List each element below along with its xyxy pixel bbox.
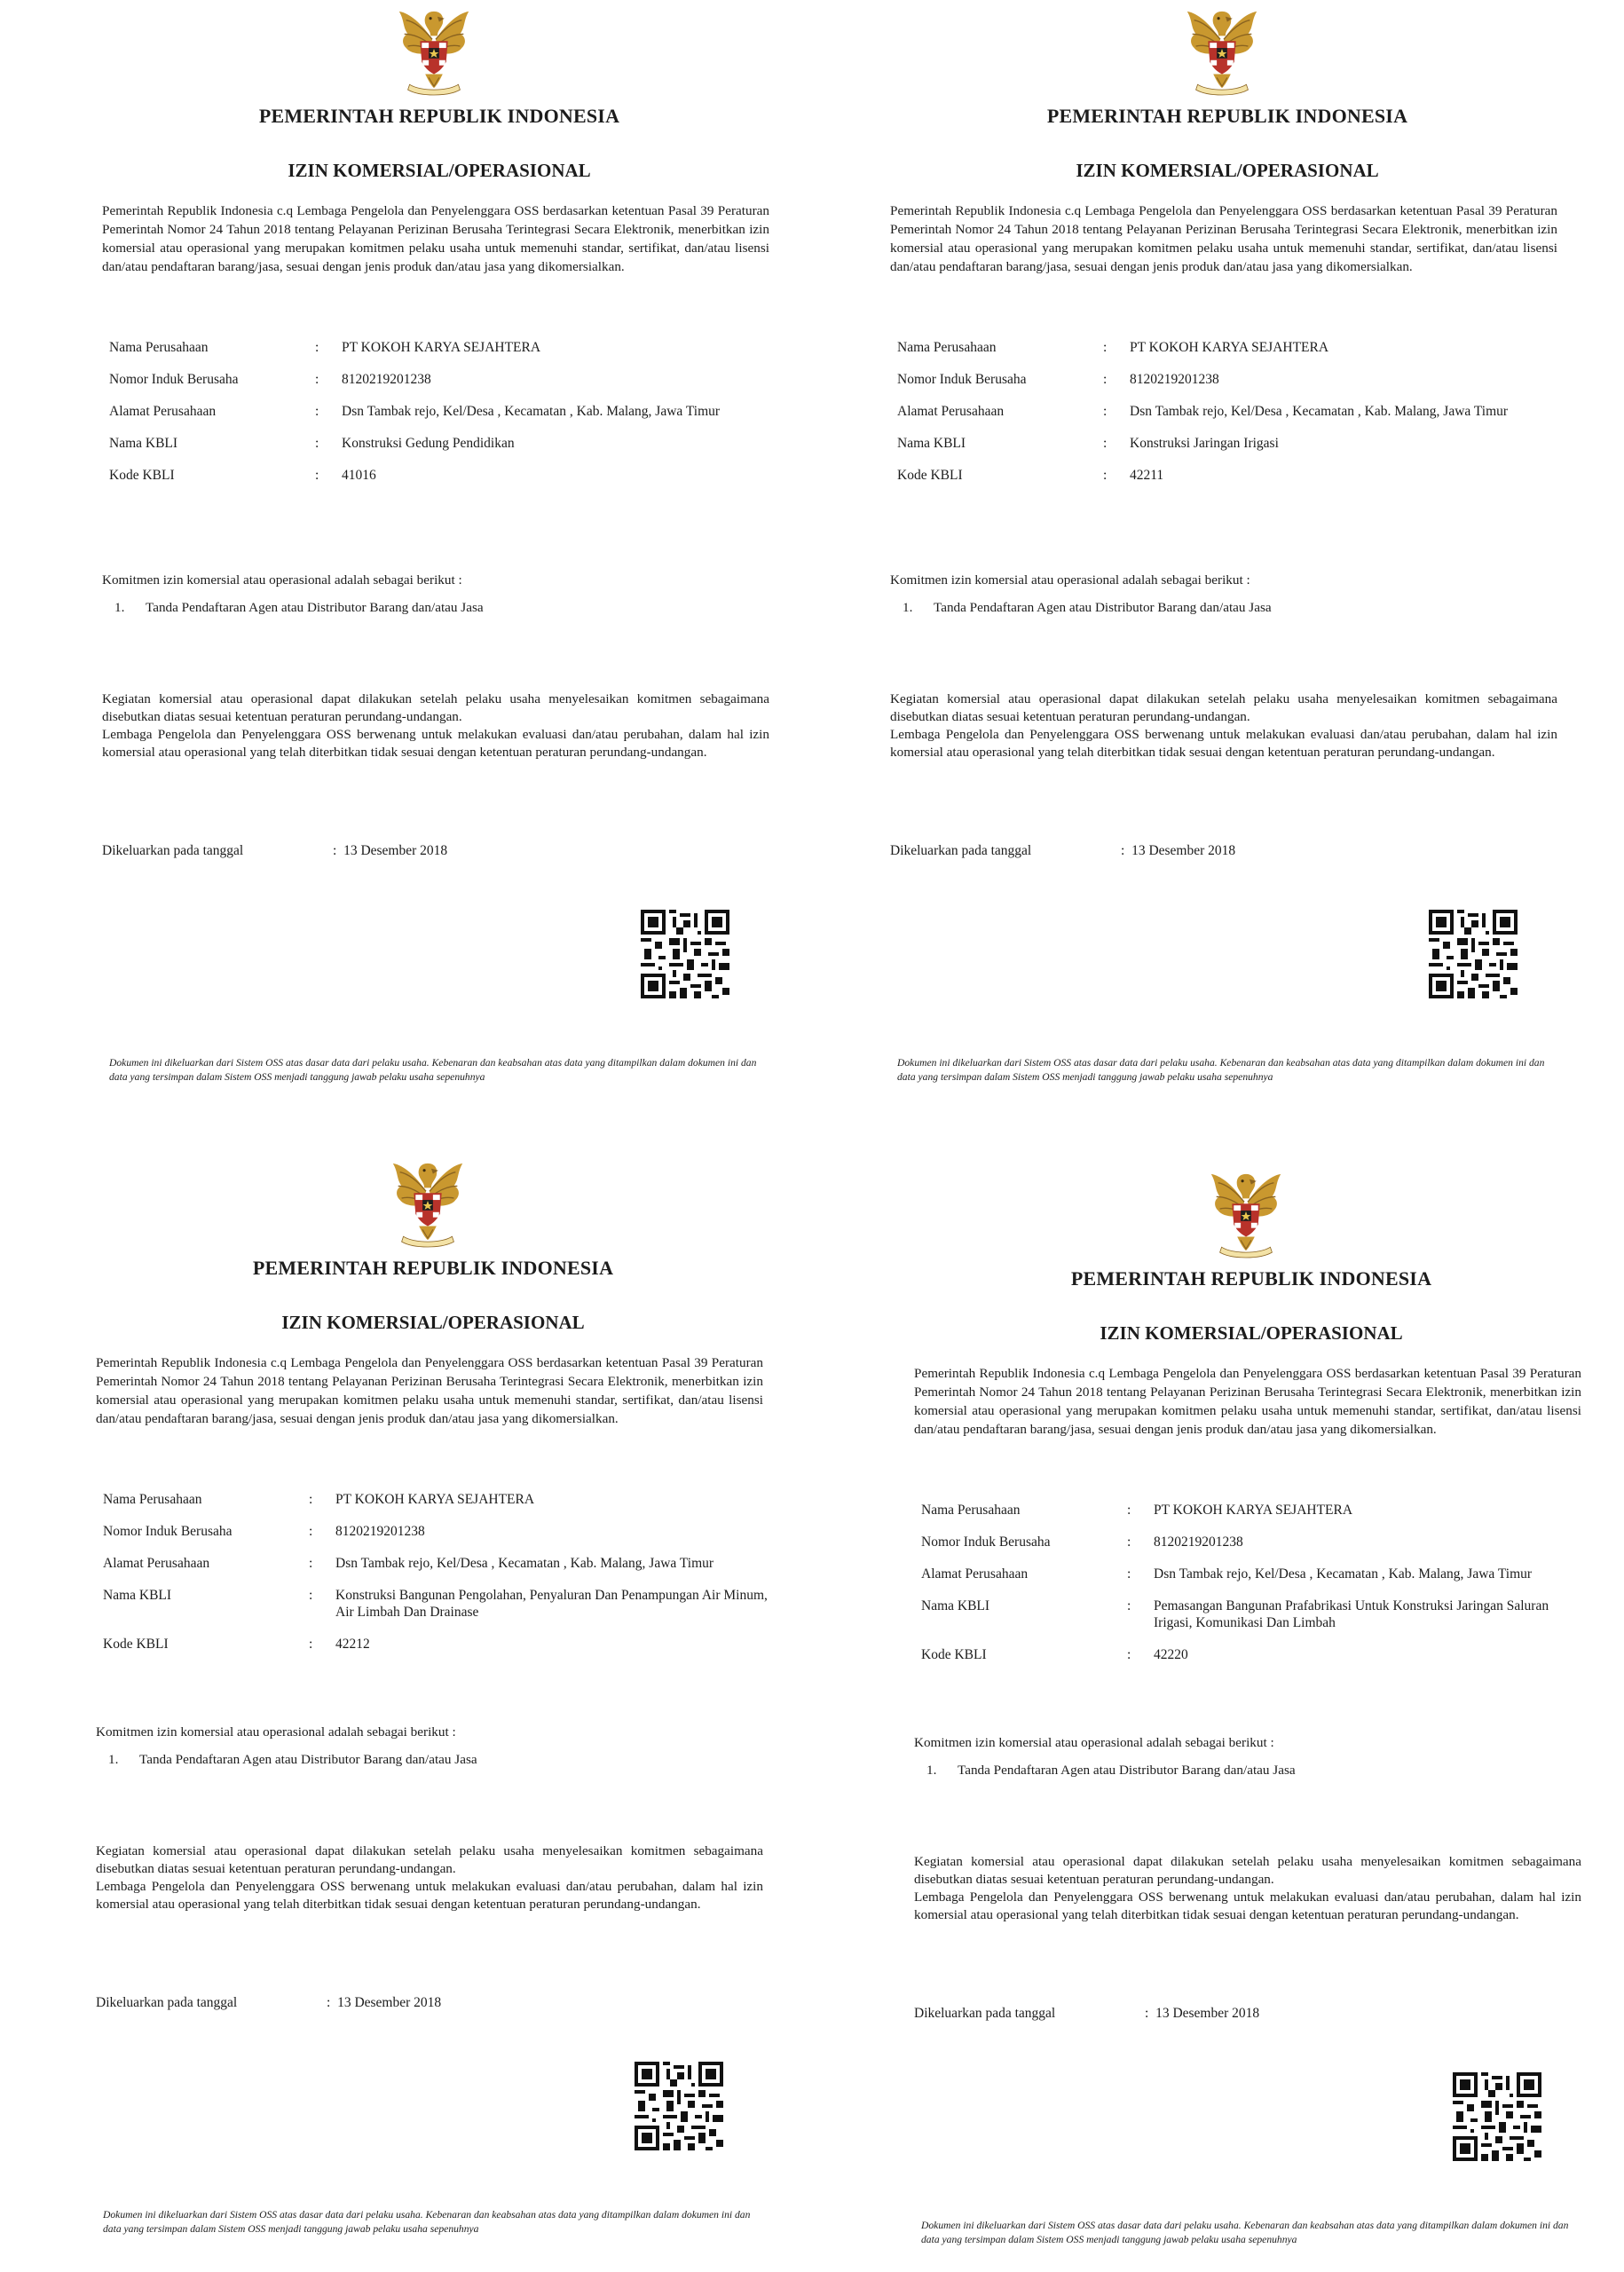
field-row-company-name: [921, 1502, 1589, 1519]
field-row-company-address: [103, 1555, 770, 1572]
field-value: PT KOKOH KARYA SEJAHTERA: [335, 1492, 535, 1507]
issued-colon: :: [1145, 2006, 1149, 2021]
field-colon: :: [1127, 1566, 1131, 1582]
permit-document-1: [0, 0, 812, 1136]
field-row-company-name: [109, 339, 777, 356]
field-value: Konstruksi Bangunan Pengolahan, Penyaluran Dan Penampungan Air Minum, Air Limbah Dan Drainase: [335, 1588, 768, 1620]
field-label: Alamat Perusahaan: [921, 1566, 1029, 1582]
commitment-item: [108, 1752, 477, 1768]
field-label: Nomor Induk Berusaha: [103, 1524, 233, 1539]
government-title: PEMERINTAH REPUBLIK INDONESIA: [252, 1257, 614, 1279]
field-label: Nama KBLI: [109, 436, 178, 451]
qr-code-icon: [641, 910, 729, 998]
issued-colon: :: [1121, 843, 1125, 858]
terms-paragraphs: [102, 690, 769, 761]
field-colon: :: [1103, 404, 1108, 419]
garuda-emblem-icon: [384, 1156, 471, 1249]
field-row-business-id: [109, 371, 777, 388]
field-row-kbli-code: [897, 467, 1565, 484]
garuda-emblem-icon: [1202, 1167, 1289, 1259]
permit-document-4: [812, 1136, 1624, 2272]
field-label: Nama KBLI: [921, 1598, 990, 1613]
terms-paragraphs: [890, 690, 1557, 761]
field-colon: :: [1103, 436, 1108, 451]
issued-label: Dikeluarkan pada tanggal: [914, 2006, 1056, 2021]
commitment-number: 1.: [114, 600, 125, 615]
field-value: PT KOKOH KARYA SEJAHTERA: [1130, 340, 1329, 355]
issued-date: 13 Desember 2018: [343, 843, 448, 858]
permit-title: IZIN KOMERSIAL/OPERASIONAL: [1076, 160, 1379, 181]
commitment-text: Tanda Pendaftaran Agen atau Distributor Barang dan/atau Jasa: [146, 600, 484, 615]
terms-paragraph-2: Lembaga Pengelola dan Penyelenggara OSS berwenang untuk melakukan evaluasi dan/atau perubahan, dalam hal izin komersial atau operasional yang telah diterbitkan tidak sesuai dengan ketentuan peraturan perundang-undangan.: [96, 1879, 763, 1912]
issued-label: Dikeluarkan pada tanggal: [890, 843, 1032, 858]
disclaimer-text: Dokumen ini dikeluarkan dari Sistem OSS atas dasar data dari pelaku usaha. Kebenaran dan keabsahan atas data yang ditampilkan dalam dokumen ini dan data yang tersimpan dalam Sistem OSS menjadi tanggung jawab pelaku usaha sepenuhnya: [921, 2220, 1569, 2245]
intro-paragraph: Pemerintah Republik Indonesia c.q Lembaga Pengelola dan Penyelenggara OSS berdasarkan ketentuan Pasal 39 Peraturan Pemerintah Nomor 24 Tahun 2018 tentang Pelayanan Perizinan Berusaha Terintegrasi Secara Elektronik, menerbitkan izin komersial atau operasional yang merupakan komitmen pelaku usaha untuk memenuhi standar, sertifikat, dan/atau lisensi dan/atau pendaftaran barang/jasa, sesuai dengan jenis produk dan/atau jasa yang dikomersialkan.: [102, 203, 769, 274]
field-row-kbli-name: [109, 435, 777, 452]
commitment-item: [926, 1763, 1296, 1779]
field-value: Dsn Tambak rejo, Kel/Desa , Kecamatan , Kab. Malang, Jawa Timur: [1154, 1566, 1533, 1582]
qr-code-icon: [1453, 2072, 1541, 2161]
government-title: PEMERINTAH REPUBLIK INDONESIA: [1070, 1267, 1432, 1290]
field-label: Alamat Perusahaan: [103, 1556, 210, 1571]
company-details: [103, 1491, 770, 1668]
terms-paragraph-2: Lembaga Pengelola dan Penyelenggara OSS berwenang untuk melakukan evaluasi dan/atau perubahan, dalam hal izin komersial atau operasional yang telah diterbitkan tidak sesuai dengan ketentuan peraturan perundang-undangan.: [890, 727, 1557, 760]
field-label: Nama Perusahaan: [897, 340, 997, 355]
field-value: 8120219201238: [1154, 1534, 1243, 1550]
field-label: Nama KBLI: [897, 436, 966, 451]
issued-date: 13 Desember 2018: [1131, 843, 1236, 858]
field-colon: :: [309, 1524, 313, 1539]
company-details: [897, 339, 1565, 499]
qr-code-icon: [635, 2062, 723, 2150]
field-value: Pemasangan Bangunan Prafabrikasi Untuk Konstruksi Jaringan Saluran Irigasi, Komunikasi Dan Limbah: [1154, 1598, 1549, 1630]
issued-colon: :: [327, 1995, 331, 2010]
terms-paragraph-1: Kegiatan komersial atau operasional dapat dilakukan setelah pelaku usaha menyelesaikan komitmen sebagaimana disebutkan diatas sesuai ketentuan peraturan perundang-undangan.: [890, 691, 1557, 724]
field-colon: :: [309, 1492, 313, 1507]
field-value: 8120219201238: [335, 1524, 425, 1539]
issued-date: 13 Desember 2018: [337, 1995, 442, 2010]
field-colon: :: [309, 1637, 313, 1652]
terms-paragraphs: [914, 1853, 1581, 1924]
terms-paragraph-2: Lembaga Pengelola dan Penyelenggara OSS berwenang untuk melakukan evaluasi dan/atau perubahan, dalam hal izin komersial atau operasional yang telah diterbitkan tidak sesuai dengan ketentuan peraturan perundang-undangan.: [102, 727, 769, 760]
commitment-number: 1.: [926, 1763, 937, 1778]
commitment-heading: Komitmen izin komersial atau operasional adalah sebagai berikut :: [890, 572, 1250, 588]
field-value: Dsn Tambak rejo, Kel/Desa , Kecamatan , Kab. Malang, Jawa Timur: [335, 1556, 714, 1571]
government-title: PEMERINTAH REPUBLIK INDONESIA: [258, 105, 620, 127]
field-colon: :: [315, 436, 319, 451]
field-label: Kode KBLI: [897, 468, 963, 483]
field-label: Nomor Induk Berusaha: [921, 1534, 1051, 1550]
field-value: Konstruksi Jaringan Irigasi: [1130, 436, 1279, 451]
commitment-text: Tanda Pendaftaran Agen atau Distributor Barang dan/atau Jasa: [139, 1752, 477, 1767]
field-value: Dsn Tambak rejo, Kel/Desa , Kecamatan , Kab. Malang, Jawa Timur: [342, 404, 721, 419]
commitment-heading: Komitmen izin komersial atau operasional adalah sebagai berikut :: [914, 1735, 1274, 1750]
field-label: Alamat Perusahaan: [897, 404, 1005, 419]
field-colon: :: [1103, 468, 1108, 483]
field-colon: :: [315, 404, 319, 419]
terms-paragraph-1: Kegiatan komersial atau operasional dapat dilakukan setelah pelaku usaha menyelesaikan komitmen sebagaimana disebutkan diatas sesuai ketentuan peraturan perundang-undangan.: [914, 1854, 1581, 1887]
field-row-company-address: [921, 1566, 1589, 1582]
permit-title: IZIN KOMERSIAL/OPERASIONAL: [281, 1312, 585, 1333]
field-row-business-id: [897, 371, 1565, 388]
terms-paragraph-1: Kegiatan komersial atau operasional dapat dilakukan setelah pelaku usaha menyelesaikan komitmen sebagaimana disebutkan diatas sesuai ketentuan peraturan perundang-undangan.: [102, 691, 769, 724]
field-value: PT KOKOH KARYA SEJAHTERA: [342, 340, 541, 355]
field-label: Nama KBLI: [103, 1588, 172, 1603]
field-row-kbli-name: [897, 435, 1565, 452]
field-value: 42211: [1130, 468, 1164, 483]
commitment-item: [114, 600, 484, 616]
field-row-kbli-name: [103, 1587, 770, 1621]
field-colon: :: [1127, 1598, 1131, 1613]
field-label: Nama Perusahaan: [921, 1503, 1021, 1518]
commitment-heading: Komitmen izin komersial atau operasional adalah sebagai berikut :: [102, 572, 462, 588]
field-colon: :: [309, 1556, 313, 1571]
issued-label: Dikeluarkan pada tanggal: [102, 843, 244, 858]
field-row-business-id: [921, 1534, 1589, 1550]
issued-date-row: [102, 843, 447, 859]
intro-paragraph: Pemerintah Republik Indonesia c.q Lembaga Pengelola dan Penyelenggara OSS berdasarkan ketentuan Pasal 39 Peraturan Pemerintah Nomor 24 Tahun 2018 tentang Pelayanan Perizinan Berusaha Terintegrasi Secara Elektronik, menerbitkan izin komersial atau operasional yang merupakan komitmen pelaku usaha untuk memenuhi standar, sertifikat, dan/atau lisensi dan/atau pendaftaran barang/jasa, sesuai dengan jenis produk dan/atau jasa yang dikomersialkan.: [96, 1355, 763, 1426]
permit-document-2: [812, 0, 1624, 1136]
field-colon: :: [1103, 372, 1108, 387]
field-label: Kode KBLI: [109, 468, 175, 483]
field-row-company-address: [109, 403, 777, 420]
issued-colon: :: [333, 843, 337, 858]
field-value: 8120219201238: [342, 372, 431, 387]
field-row-company-address: [897, 403, 1565, 420]
garuda-emblem-icon: [390, 4, 477, 97]
field-label: Nomor Induk Berusaha: [109, 372, 239, 387]
terms-paragraph-2: Lembaga Pengelola dan Penyelenggara OSS berwenang untuk melakukan evaluasi dan/atau perubahan, dalam hal izin komersial atau operasional yang telah diterbitkan tidak sesuai dengan ketentuan peraturan perundang-undangan.: [914, 1889, 1581, 1922]
commitment-number: 1.: [903, 600, 913, 615]
company-details: [921, 1502, 1589, 1678]
permit-title: IZIN KOMERSIAL/OPERASIONAL: [1100, 1322, 1403, 1344]
field-value: PT KOKOH KARYA SEJAHTERA: [1154, 1503, 1353, 1518]
commitment-text: Tanda Pendaftaran Agen atau Distributor Barang dan/atau Jasa: [958, 1763, 1296, 1778]
field-colon: :: [1103, 340, 1108, 355]
field-row-company-name: [897, 339, 1565, 356]
field-colon: :: [315, 372, 319, 387]
permit-title: IZIN KOMERSIAL/OPERASIONAL: [288, 160, 591, 181]
intro-paragraph: Pemerintah Republik Indonesia c.q Lembaga Pengelola dan Penyelenggara OSS berdasarkan ketentuan Pasal 39 Peraturan Pemerintah Nomor 24 Tahun 2018 tentang Pelayanan Perizinan Berusaha Terintegrasi Secara Elektronik, menerbitkan izin komersial atau operasional yang merupakan komitmen pelaku usaha untuk memenuhi standar, sertifikat, dan/atau lisensi dan/atau pendaftaran barang/jasa, sesuai dengan jenis produk dan/atau jasa yang dikomersialkan.: [890, 203, 1557, 274]
field-label: Nomor Induk Berusaha: [897, 372, 1027, 387]
field-colon: :: [1127, 1534, 1131, 1550]
field-row-kbli-name: [921, 1598, 1589, 1631]
garuda-emblem-icon: [1179, 4, 1265, 97]
commitment-number: 1.: [108, 1752, 119, 1767]
field-label: Alamat Perusahaan: [109, 404, 217, 419]
qr-code-icon: [1429, 910, 1518, 998]
commitment-heading: Komitmen izin komersial atau operasional adalah sebagai berikut :: [96, 1724, 456, 1740]
terms-paragraph-1: Kegiatan komersial atau operasional dapat dilakukan setelah pelaku usaha menyelesaikan komitmen sebagaimana disebutkan diatas sesuai ketentuan peraturan perundang-undangan.: [96, 1843, 763, 1876]
issued-date-row: [914, 2006, 1259, 2022]
field-colon: :: [1127, 1503, 1131, 1518]
commitment-text: Tanda Pendaftaran Agen atau Distributor Barang dan/atau Jasa: [934, 600, 1272, 615]
disclaimer-text: Dokumen ini dikeluarkan dari Sistem OSS atas dasar data dari pelaku usaha. Kebenaran dan keabsahan atas data yang ditampilkan dalam dokumen ini dan data yang tersimpan dalam Sistem OSS menjadi tanggung jawab pelaku usaha sepenuhnya: [897, 1057, 1545, 1083]
field-value: Konstruksi Gedung Pendidikan: [342, 436, 515, 451]
field-label: Kode KBLI: [921, 1647, 987, 1662]
field-colon: :: [309, 1588, 313, 1603]
field-row-business-id: [103, 1523, 770, 1540]
issued-date-row: [890, 843, 1235, 859]
field-value: 42220: [1154, 1647, 1188, 1662]
disclaimer-text: Dokumen ini dikeluarkan dari Sistem OSS atas dasar data dari pelaku usaha. Kebenaran dan keabsahan atas data yang ditampilkan dalam dokumen ini dan data yang tersimpan dalam Sistem OSS menjadi tanggung jawab pelaku usaha sepenuhnya: [109, 1057, 757, 1083]
field-label: Nama Perusahaan: [103, 1492, 202, 1507]
field-value: Dsn Tambak rejo, Kel/Desa , Kecamatan , Kab. Malang, Jawa Timur: [1130, 404, 1509, 419]
field-value: 42212: [335, 1637, 370, 1652]
field-value: 41016: [342, 468, 376, 483]
field-colon: :: [315, 468, 319, 483]
company-details: [109, 339, 777, 499]
field-row-kbli-code: [109, 467, 777, 484]
issued-date-row: [96, 1995, 441, 2011]
field-row-kbli-code: [921, 1646, 1589, 1663]
field-label: Nama Perusahaan: [109, 340, 209, 355]
commitment-item: [903, 600, 1272, 616]
field-row-kbli-code: [103, 1636, 770, 1653]
field-colon: :: [1127, 1647, 1131, 1662]
issued-date: 13 Desember 2018: [1155, 2006, 1260, 2021]
field-label: Kode KBLI: [103, 1637, 169, 1652]
field-row-company-name: [103, 1491, 770, 1508]
intro-paragraph: Pemerintah Republik Indonesia c.q Lembaga Pengelola dan Penyelenggara OSS berdasarkan ketentuan Pasal 39 Peraturan Pemerintah Nomor 24 Tahun 2018 tentang Pelayanan Perizinan Berusaha Terintegrasi Secara Elektronik, menerbitkan izin komersial atau operasional yang merupakan komitmen pelaku usaha untuk memenuhi standar, sertifikat, dan/atau lisensi dan/atau pendaftaran barang/jasa, sesuai dengan jenis produk dan/atau jasa yang dikomersialkan.: [914, 1366, 1581, 1437]
field-colon: :: [315, 340, 319, 355]
disclaimer-text: Dokumen ini dikeluarkan dari Sistem OSS atas dasar data dari pelaku usaha. Kebenaran dan keabsahan atas data yang ditampilkan dalam dokumen ini dan data yang tersimpan dalam Sistem OSS menjadi tanggung jawab pelaku usaha sepenuhnya: [103, 2209, 751, 2235]
government-title: PEMERINTAH REPUBLIK INDONESIA: [1046, 105, 1408, 127]
field-value: 8120219201238: [1130, 372, 1219, 387]
issued-label: Dikeluarkan pada tanggal: [96, 1995, 238, 2010]
terms-paragraphs: [96, 1842, 763, 1913]
permit-document-3: [0, 1136, 812, 2272]
